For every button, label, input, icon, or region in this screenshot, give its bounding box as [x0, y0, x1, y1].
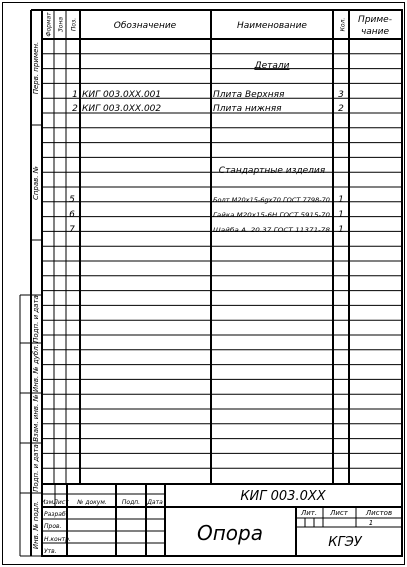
row-7-quantity: 1: [338, 225, 344, 235]
title-col-doc-no: № докум.: [77, 499, 107, 506]
row-2-quantity: 2: [338, 104, 344, 114]
header-position: Поз.: [70, 17, 78, 32]
row-5-quantity: 1: [338, 195, 344, 205]
row-6-name: Гайка М20х15-6Н ГОСТ 5915-70: [213, 212, 331, 219]
row-1-position: 1: [72, 90, 78, 100]
header-zone: Зона: [57, 16, 65, 33]
title-lit: Лит.: [300, 509, 318, 517]
title-razrab: Разраб.: [44, 511, 68, 518]
margin-inv-no-podl: Инв. № подл.: [32, 500, 40, 550]
row-6-position: 6: [69, 210, 75, 220]
margin-sprav-no: Справ. №: [32, 165, 40, 201]
margin-perv-primen: Перв. примен.: [32, 41, 40, 95]
margin-podp-data-2: Подп. и дата: [32, 444, 40, 492]
title-prov: Пров.: [44, 523, 62, 530]
section-details: Детали: [254, 61, 290, 71]
row-5-name: Болт М20х15-6gх70 ГОСТ 7798-70: [213, 197, 331, 204]
row-1-quantity: 3: [338, 90, 344, 100]
title-col-podp: Подп.: [121, 499, 141, 506]
row-2-name: Плита нижняя: [213, 104, 282, 114]
title-sheets: Листов: [365, 509, 393, 517]
header-note-line2: чание: [360, 27, 390, 37]
row-2-designation: КИГ 003.0ХХ.002: [82, 104, 162, 114]
title-utv: Утв.: [44, 548, 57, 555]
row-6-quantity: 1: [338, 210, 344, 220]
header-format: Формат: [45, 12, 53, 37]
title-col-data: Дата: [147, 499, 163, 506]
row-2-position: 2: [72, 104, 78, 114]
title-sheets-value: 1: [368, 519, 374, 527]
title-sheet: Лист: [330, 509, 348, 517]
document-title: Опора: [196, 521, 264, 545]
row-1-name: Плита Верхняя: [213, 90, 285, 100]
header-quantity: Кол.: [339, 17, 347, 32]
title-col-izm: Изм.: [40, 499, 56, 506]
header-note-line1: Приме-: [358, 15, 392, 25]
margin-podp-data-1: Подп. и дата: [32, 295, 40, 343]
header-name: Наименование: [237, 21, 307, 31]
title-n-kontr: Н.контр.: [44, 536, 71, 543]
row-7-position: 7: [69, 225, 75, 235]
row-7-name: Шайба А. 20.37 ГОСТ 11371-78: [213, 227, 331, 234]
row-5-position: 5: [69, 195, 75, 205]
organization: КГЭУ: [328, 535, 362, 550]
section-standard: Стандартные изделия: [218, 166, 326, 176]
title-col-list: Лист: [53, 499, 69, 506]
margin-vzam-inv-no: Взам. инв. №: [32, 394, 40, 442]
document-code: КИГ 003.0ХХ: [240, 489, 326, 504]
margin-inv-no-dubl: Инв. № дубл.: [32, 344, 40, 392]
row-1-designation: КИГ 003.0ХХ.001: [82, 90, 162, 100]
header-designation: Обозначение: [113, 21, 177, 31]
